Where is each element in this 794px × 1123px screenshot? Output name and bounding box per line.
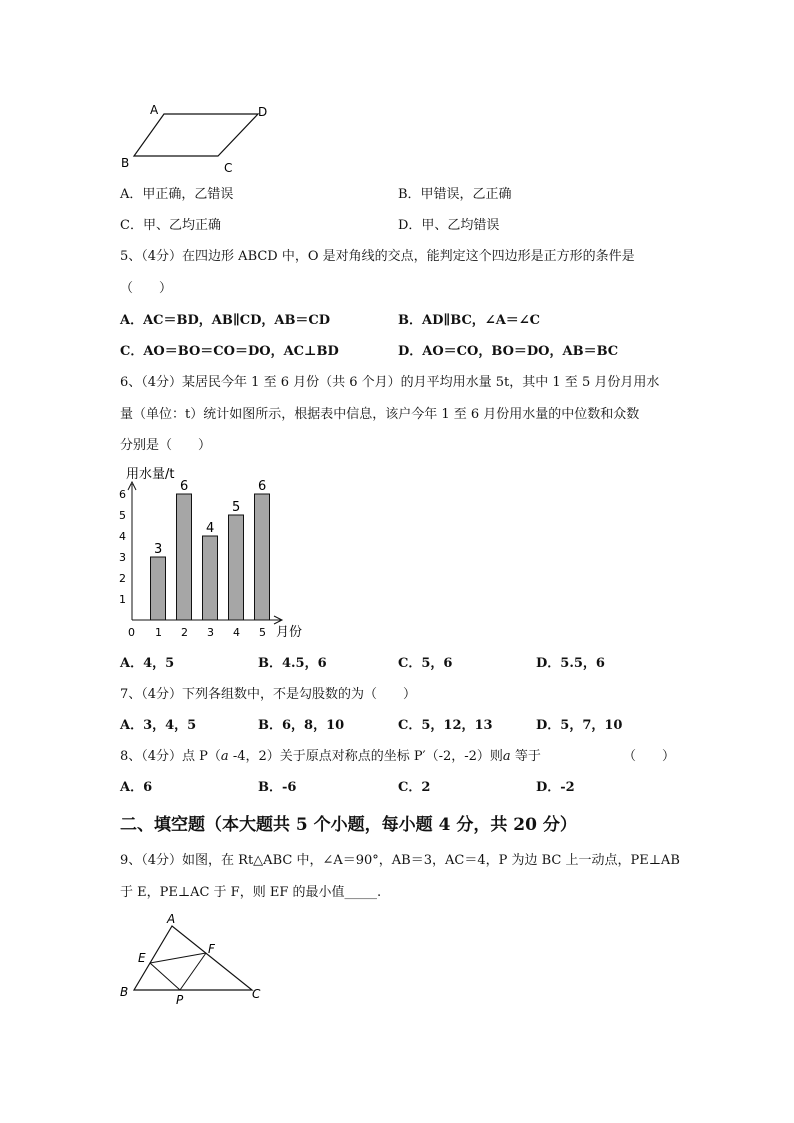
q8-stem-part2: -4，2）关于原点对称点的坐标 P′（-2，-2）则	[228, 749, 503, 764]
x-tick-label: 4	[233, 626, 240, 639]
bar-month-5	[255, 494, 270, 620]
label-tri-a: A	[167, 912, 176, 926]
q7-option-d: D．5，7，10	[536, 718, 623, 733]
q7-option-b: B．6，8，10	[258, 718, 345, 733]
q9-stem-line1: 9、（4分）如图，在 Rt△ABC 中，∠A＝90°，AB＝3，AC＝4，P 为边 BC 上一动点，PE⊥AB	[120, 853, 680, 868]
parallelogram-shape	[134, 114, 258, 156]
x-tick-label: 2	[181, 626, 188, 639]
x-tick-label: 1	[155, 626, 162, 639]
q5-stem-line1: 5、（4分）在四边形 ABCD 中，O 是对角线的交点，能判定这个四边形是正方形的条件是	[120, 249, 635, 264]
y-tick-label: 4	[119, 530, 126, 543]
q7-option-c: C．5，12，13	[398, 718, 493, 733]
q6-option-c: C．5，6	[398, 656, 453, 671]
bar-month-3	[203, 536, 218, 620]
segment-ef	[150, 953, 206, 963]
y-tick-label: 2	[119, 572, 126, 585]
q6-stem-line3: 分别是（ ）	[120, 438, 212, 453]
y-tick-label: 6	[119, 488, 126, 501]
q4-option-d: D．甲、乙均错误	[398, 218, 500, 233]
segment-pf	[180, 953, 206, 990]
q8-var-a: a	[220, 749, 229, 764]
q8-paren: （ ）	[623, 749, 676, 764]
q8-var-a2: a	[502, 749, 511, 764]
bar-month-4	[229, 515, 244, 620]
parallelogram-figure	[110, 96, 280, 178]
segment-pe	[150, 963, 180, 990]
y-tick-label: 5	[119, 509, 126, 522]
bar-data-label: 4	[206, 521, 215, 536]
x-axis-label: 月份	[276, 625, 303, 640]
label-c: C	[224, 161, 233, 175]
origin-label: 0	[128, 626, 135, 639]
q7-option-a: A．3，4，5	[120, 718, 197, 733]
q8-option-d: D．-2	[536, 780, 575, 795]
q5-option-c: C．AO＝BO＝CO＝DO，AC⊥BD	[120, 344, 339, 359]
q5-option-d: D．AO＝CO，BO＝DO，AB＝BC	[398, 344, 619, 359]
bar-data-label: 6	[258, 479, 267, 494]
y-axis-label: 用水量/t	[126, 467, 175, 482]
q8-option-c: C．2	[398, 780, 431, 795]
q8-option-b: B．-6	[258, 780, 297, 795]
q6-option-a: A．4，5	[120, 656, 175, 671]
label-b: B	[121, 156, 130, 170]
label-tri-b: B	[120, 985, 129, 999]
bar-month-2	[177, 494, 192, 620]
q8-stem-part3: 等于	[510, 749, 541, 764]
q8-option-a: A．6	[120, 780, 153, 795]
q5-option-b: B．AD∥BC，∠A＝∠C	[398, 313, 541, 328]
q9-stem-line2: 于 E，PE⊥AC 于 F，则 EF 的最小值_____.	[120, 885, 382, 900]
bar-data-label: 5	[232, 500, 241, 515]
q4-option-b: B．甲错误，乙正确	[398, 187, 512, 202]
label-tri-e: E	[138, 951, 146, 965]
q4-option-c: C．甲、乙均正确	[120, 218, 221, 233]
water-usage-chart	[112, 462, 312, 644]
x-tick-label: 5	[259, 626, 266, 639]
bar-data-label: 6	[180, 479, 189, 494]
q6-option-d: D．5.5，6	[536, 656, 605, 671]
section-heading: 二、填空题（本大题共 5 个小题，每小题 4 分，共 20 分）	[120, 815, 577, 835]
q5-stem-line2: （ ）	[120, 281, 173, 296]
bar-data-label: 3	[154, 542, 163, 557]
q8-stem	[120, 748, 541, 766]
bar-month-1	[151, 557, 166, 620]
q5-option-a: A．AC＝BD，AB∥CD，AB＝CD	[120, 313, 331, 328]
label-tri-c: C	[252, 987, 261, 1001]
label-d: D	[258, 105, 268, 119]
q6-option-b: B．4.5，6	[258, 656, 327, 671]
label-tri-f: F	[208, 942, 215, 956]
q6-stem-line2: 量（单位：t）统计如图所示，根据表中信息，该户今年 1 至 6 月份用水量的中位数和众数	[120, 407, 640, 422]
x-tick-label: 3	[207, 626, 214, 639]
label-a: A	[150, 103, 159, 117]
q6-stem-line1: 6、（4分）某居民今年 1 至 6 月份（共 6 个月）的月平均用水量 5t，其中 1 至 5 月份月用水	[120, 375, 660, 390]
q7-stem: 7、（4分）下列各组数中，不是勾股数的为（ ）	[120, 687, 417, 702]
label-tri-p: P	[176, 993, 184, 1007]
triangle-figure	[112, 908, 282, 1008]
q8-stem-part1: 8、（4分）点 P（	[120, 749, 221, 764]
q4-option-a: A．甲正确，乙错误	[120, 187, 234, 202]
y-tick-label: 1	[119, 593, 126, 606]
y-tick-label: 3	[119, 551, 126, 564]
triangle-abc	[134, 926, 252, 990]
